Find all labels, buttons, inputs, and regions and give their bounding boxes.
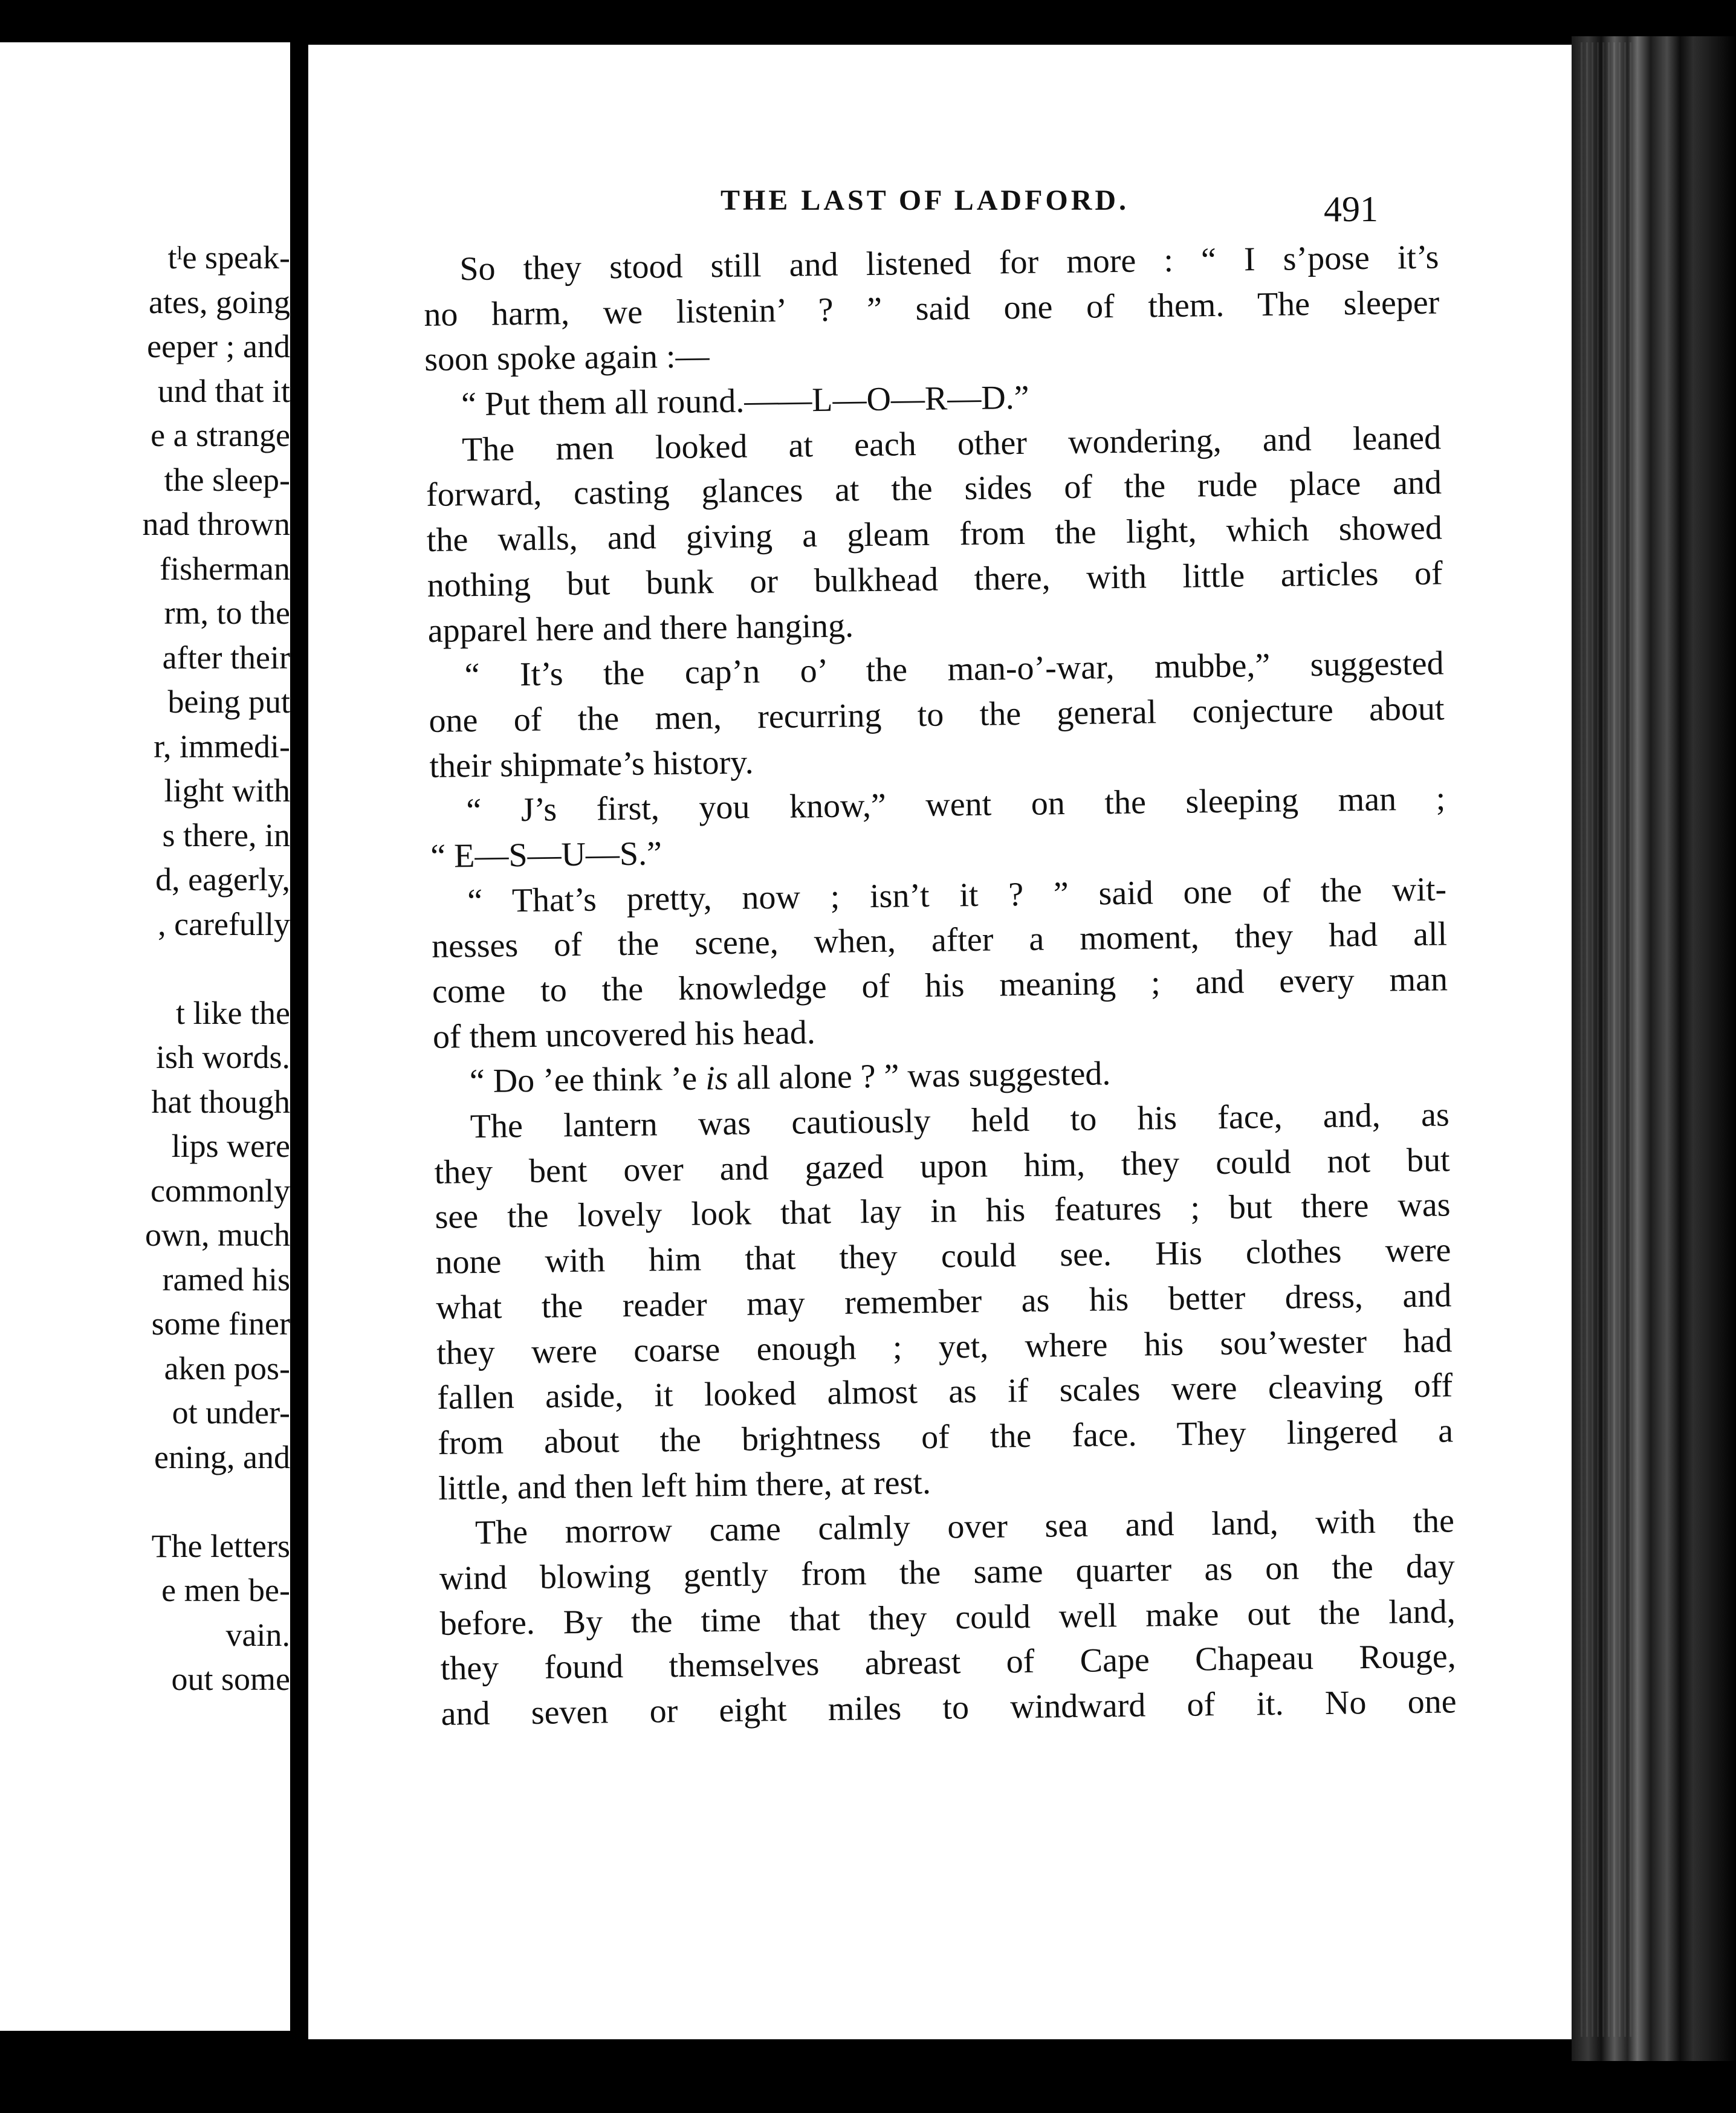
body-line: before. By the time that they could well make out the land, <box>439 1592 1456 1643</box>
body-line: The morrow came calmly over sea and land, with the <box>474 1502 1455 1552</box>
previous-page-line <box>0 1480 290 1524</box>
previous-page-line: d, eagerly, <box>155 861 290 898</box>
body-line: little, and then left him there, at rest. <box>438 1463 931 1507</box>
previous-page-line: ates, going <box>149 283 290 320</box>
body-line: fallen aside, it looked almost as if scales were cleaving off <box>436 1367 1453 1417</box>
body-line: nesses of the scene, when, after a moment, they had all <box>431 915 1448 966</box>
body-line: wind blowing gently from the same quarter as on the day <box>439 1547 1456 1597</box>
previous-page-line: rm, to the <box>164 595 290 631</box>
body-line: forward, casting glances at the sides of the rude place and <box>426 464 1442 514</box>
previous-page-line: lips were <box>171 1128 290 1164</box>
previous-page-line: e men be- <box>161 1572 290 1608</box>
previous-page-text <box>0 236 290 1702</box>
running-head-title: THE LAST OF LADFORD. <box>720 184 1130 216</box>
previous-page-line: s there, in <box>162 817 290 853</box>
previous-page-line: e a strange <box>151 417 290 453</box>
body-line: “ That’s pretty, now ; isn’t it ? ” said one of the wit- <box>467 870 1447 920</box>
previous-page-line: nad thrown <box>142 506 290 542</box>
previous-page-line: ramed his <box>162 1261 290 1298</box>
previous-page-line: ish words. <box>155 1039 290 1075</box>
previous-page-fragment <box>0 42 290 2031</box>
book-page <box>308 45 1584 2039</box>
previous-page-line: commonly <box>151 1172 290 1209</box>
body-line: their shipmate’s history. <box>429 743 754 785</box>
body-line: what the reader may remember as his better dress, and <box>436 1277 1452 1327</box>
body-line: they were coarse enough ; yet, where his sou’wester had <box>436 1321 1453 1372</box>
body-line: “ It’s the cap’n o’ the man-o’-war, mubbe,” suggested <box>464 644 1444 694</box>
emphasis: is <box>705 1060 728 1098</box>
previous-page-line: ot under- <box>172 1394 290 1431</box>
previous-page-line: r, immedi- <box>154 728 290 765</box>
previous-page-line <box>0 946 290 991</box>
page-number: 491 <box>1324 189 1378 229</box>
previous-page-line: aken pos- <box>164 1350 290 1387</box>
body-line: of them uncovered his head. <box>432 1013 816 1056</box>
previous-page-line: eeper ; and <box>147 328 290 364</box>
body-text <box>423 235 1457 1736</box>
body-line: So they stood still and listened for more : “ I s’pose it’s <box>459 238 1439 288</box>
previous-page-line: hat though <box>151 1083 290 1120</box>
previous-page-line: after their <box>162 639 290 676</box>
body-line: from about the brightness of the face. They lingered a <box>437 1412 1454 1462</box>
body-line: “ Do ’ee think ’e is all alone ? ” was suggested. <box>469 1055 1111 1101</box>
previous-page-line: the sleep- <box>164 461 290 498</box>
body-line: apparel here and there hanging. <box>427 606 854 650</box>
body-line: “ J’s first, you know,” went on the sleeping man ; <box>466 780 1446 830</box>
body-line: The men looked at each other wondering, and leaned <box>461 419 1442 468</box>
previous-page-line: vain. <box>225 1616 290 1653</box>
body-line: they bent over and gazed upon him, they could not but <box>434 1141 1450 1191</box>
previous-page-line: tˡe speak- <box>167 239 290 276</box>
previous-page-line: own, much <box>145 1217 290 1253</box>
page-edge-texture <box>1581 42 1635 2037</box>
body-line: and seven or eight miles to windward of it. No one <box>441 1683 1457 1733</box>
previous-page-line: being put <box>167 684 290 720</box>
body-line: none with him that they could see. His clothes were <box>435 1231 1451 1281</box>
body-line: no harm, we listenin’ ? ” said one of them. The sleeper <box>423 283 1440 334</box>
body-line: come to the knowledge of his meaning ; and every man <box>432 960 1448 1011</box>
previous-page-line: , carefully <box>158 905 290 942</box>
body-line: soon spoke again :— <box>424 337 710 379</box>
previous-page-line: fisherman <box>160 550 290 587</box>
body-line: see the lovely look that lay in his features ; but there was <box>435 1186 1451 1237</box>
previous-page-line: ening, and <box>154 1438 290 1475</box>
body-line: one of the men, recurring to the general conjecture about <box>429 690 1445 740</box>
body-line: The lantern was cautiously held to his face, and, as <box>470 1096 1450 1146</box>
body-line: “ Put them all round.——L—O—R—D.” <box>461 378 1029 424</box>
previous-page-line: some finer <box>151 1306 290 1342</box>
body-line: nothing but bunk or bulkhead there, with little articles of <box>427 554 1443 604</box>
previous-page-line: The letters <box>151 1527 290 1564</box>
previous-page-line: out some <box>171 1661 290 1697</box>
body-line: the walls, and giving a gleam from the light, which showed <box>426 509 1443 560</box>
running-head <box>308 184 1584 232</box>
body-line: “ E—S—U—S.” <box>430 835 662 875</box>
body-line: they found themselves abreast of Cape Chapeau Rouge, <box>440 1637 1456 1688</box>
previous-page-line: light with <box>164 772 290 809</box>
previous-page-line: t like the <box>176 994 290 1031</box>
previous-page-line: und that it <box>158 372 290 409</box>
book-gutter <box>290 42 308 2031</box>
